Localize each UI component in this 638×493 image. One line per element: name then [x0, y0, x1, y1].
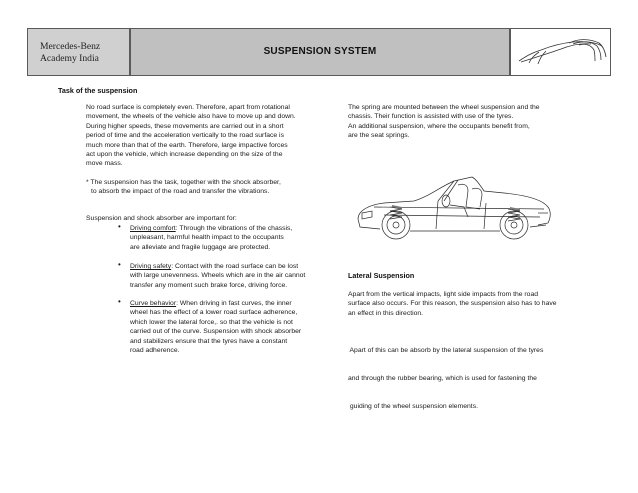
- bullet-term: Driving comfort: [130, 225, 176, 232]
- bullet-line: wheel has the effect of a lower road surface adherence,: [130, 309, 298, 317]
- lateral-paragraph-2: [348, 327, 543, 421]
- intro-paragraph: [86, 103, 296, 169]
- spring-line: are the seat springs.: [348, 132, 410, 140]
- title-box: [130, 28, 510, 76]
- lateral-line: an effect in this direction.: [348, 309, 424, 317]
- spring-line: An additional suspension, where the occupants benefit from,: [348, 122, 530, 130]
- bullet-term: Curve behavior: [130, 300, 177, 307]
- bullet-line: unpleasant, harmful health impact to the occupants: [130, 234, 284, 242]
- lateral-line: surface also occurs. For this reason, the suspension also has to have: [348, 300, 557, 308]
- important-intro: Suspension and shock absorber are important for:: [86, 215, 237, 222]
- lateral-heading: Lateral Suspension: [348, 271, 415, 280]
- brand-name: [40, 41, 126, 65]
- bullet-icon: •: [118, 260, 121, 269]
- bullet-driving-safety: [130, 262, 305, 290]
- brand-line-2: Academy India: [40, 53, 99, 64]
- intro-line: act upon the vehicle, which increase depending on the size of the: [86, 151, 283, 159]
- brand-line-1: Mercedes-Benz: [40, 41, 101, 52]
- intro-line: During higher speeds, these movements are carried out in a short: [86, 122, 284, 130]
- bullet-term: Driving safety: [130, 263, 172, 270]
- lateral-line: Apart from the vertical impacts, light side impacts from the road: [348, 291, 539, 298]
- bullet-curve-behavior: [130, 299, 301, 355]
- car-silhouette-icon: [511, 29, 612, 77]
- lateral-paragraph-1: [348, 290, 557, 318]
- bullet-line: are alleviate and fragile luggage are protected.: [130, 243, 271, 251]
- bullet-driving-comfort: [130, 224, 292, 252]
- bullet-text: : Contact with the road surface can be lost: [171, 263, 299, 270]
- bullet-line: road adherence.: [130, 347, 180, 355]
- spring-line: The spring are mounted between the wheel suspension and the: [348, 104, 540, 111]
- bullet-line: with large unevenness. Wheels which are in the air cannot: [130, 272, 306, 280]
- bullet-text: : When driving in fast curves, the inner: [176, 300, 292, 307]
- intro-line: period of time and the acceleration vertically to the road surface is: [86, 132, 284, 140]
- intro-line: much more than that of the earth. Therefore, large impactive forces: [86, 141, 288, 149]
- bullet-line: carried out of the curve. Suspension with shock absorber: [130, 328, 302, 336]
- lateral-line: and through the rubber bearing, which is used for fastening the: [348, 375, 537, 383]
- bullet-line: transfer any moment such brake force, driving force.: [130, 281, 288, 289]
- bullet-line: and stabilizers ensure that the tyres have a constant: [130, 337, 288, 345]
- page-title: SUSPENSION SYSTEM: [263, 46, 377, 57]
- intro-line: move mass.: [86, 160, 123, 168]
- bullet-line: which lower the lateral force,. so that the vehicle is not: [130, 318, 293, 326]
- spring-line: chassis. Their function is assisted with use of the tyres.: [348, 113, 514, 121]
- spring-paragraph: [348, 103, 540, 141]
- task-note-line: to absorb the impact of the road and transfer the vibrations.: [91, 188, 270, 196]
- bullet-text: : Through the vibrations of the chassis,: [175, 225, 293, 232]
- lateral-line: guiding of the wheel suspension elements.: [348, 403, 478, 411]
- lateral-line: Apart of this can be absorb by the lateral suspension of the tyres: [348, 346, 544, 354]
- task-note-line: * The suspension has the task, together with the shock absorber,: [86, 179, 281, 186]
- intro-line: movement, the wheels of the vehicle also have to move up and down.: [86, 113, 296, 121]
- brand-logo-box: [27, 28, 130, 76]
- bullet-icon: •: [118, 222, 121, 231]
- car-logo-box: [510, 28, 611, 76]
- intro-line: No road surface is completely even. Therefore, apart from rotational: [86, 104, 290, 111]
- task-note: [86, 178, 281, 197]
- convertible-car-cutaway-icon: [354, 167, 554, 249]
- bullet-icon: •: [118, 297, 121, 306]
- task-heading: Task of the suspension: [58, 86, 138, 95]
